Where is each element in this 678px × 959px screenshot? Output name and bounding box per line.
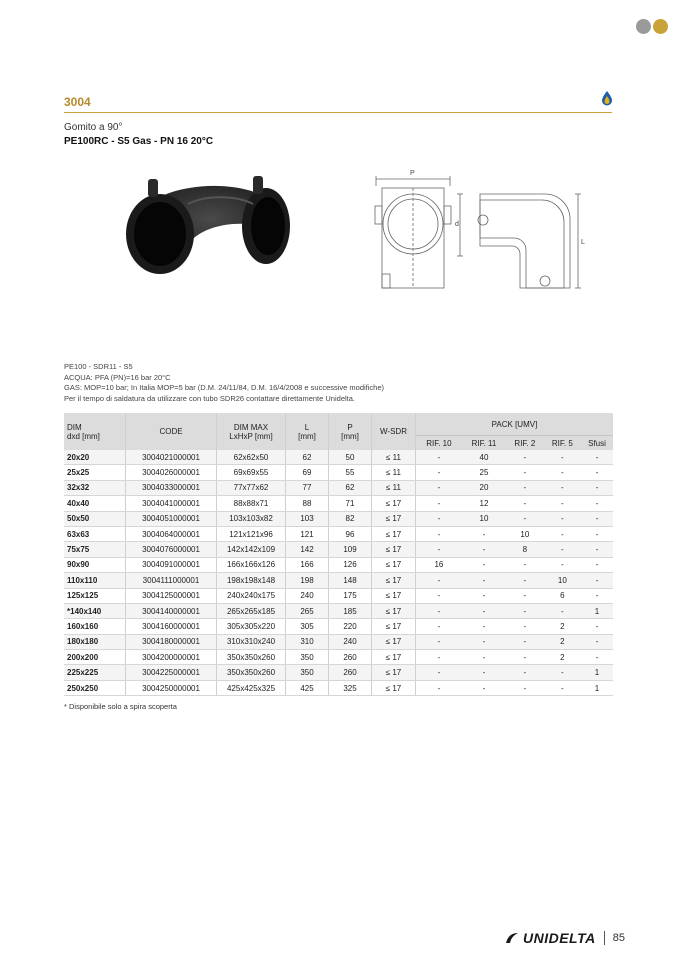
- table-cell: ≤ 17: [372, 557, 416, 572]
- table-cell: ≤ 17: [372, 619, 416, 634]
- table-row: [64, 650, 613, 665]
- table-row: [64, 480, 613, 495]
- table-cell: 425: [286, 680, 329, 695]
- table-row: [64, 511, 613, 526]
- table-cell: 71: [329, 496, 372, 511]
- table-row: [64, 680, 613, 695]
- table-cell: 62: [329, 480, 372, 495]
- table-cell: 90x90: [64, 557, 126, 572]
- table-cell: -: [581, 634, 613, 649]
- table-cell: -: [416, 665, 462, 680]
- table-cell: 225x225: [64, 665, 126, 680]
- table-cell: -: [544, 450, 581, 465]
- table-cell: 88: [286, 496, 329, 511]
- table-cell: 3004160000001: [126, 619, 217, 634]
- table-cell: -: [416, 496, 462, 511]
- table-cell: ≤ 11: [372, 450, 416, 465]
- table-cell: 142x142x109: [217, 542, 286, 557]
- table-cell: 350x350x260: [217, 665, 286, 680]
- table-cell: 3004021000001: [126, 450, 217, 465]
- table-cell: -: [462, 557, 506, 572]
- table-cell: -: [462, 588, 506, 603]
- table-cell: 20x20: [64, 450, 126, 465]
- table-cell: -: [506, 650, 543, 665]
- product-photo: [118, 174, 298, 284]
- table-cell: -: [416, 480, 462, 495]
- table-cell: -: [506, 573, 543, 588]
- table-cell: -: [544, 480, 581, 495]
- table-cell: ≤ 17: [372, 511, 416, 526]
- table-cell: -: [544, 557, 581, 572]
- table-cell: 265x265x185: [217, 603, 286, 618]
- table-cell: 69x69x55: [217, 465, 286, 480]
- table-cell: -: [581, 450, 613, 465]
- table-cell: -: [462, 573, 506, 588]
- note-line: Per il tempo di saldatura da utilizzare con tubo SDR26 contattare direttamente Unidelta.: [64, 393, 355, 403]
- table-cell: 3004140000001: [126, 603, 217, 618]
- drawing-label-l: L: [581, 239, 585, 246]
- table-cell: 110x110: [64, 573, 126, 588]
- table-cell: ≤ 17: [372, 680, 416, 695]
- table-cell: 425x425x325: [217, 680, 286, 695]
- table-cell: -: [506, 680, 543, 695]
- table-cell: 166x166x126: [217, 557, 286, 572]
- table-cell: 40: [462, 450, 506, 465]
- table-cell: -: [506, 619, 543, 634]
- table-cell: 77: [286, 480, 329, 495]
- table-cell: ≤ 17: [372, 496, 416, 511]
- table-cell: 265: [286, 603, 329, 618]
- table-cell: -: [581, 619, 613, 634]
- table-cell: -: [416, 634, 462, 649]
- table-cell: 62x62x50: [217, 450, 286, 465]
- grey-dot-icon: [636, 19, 651, 34]
- table-cell: 180x180: [64, 634, 126, 649]
- divider: [64, 112, 612, 113]
- header-rif-2: RIF. 2: [506, 436, 543, 451]
- table-cell: -: [506, 511, 543, 526]
- water-gas-drop-icon: [601, 90, 613, 106]
- table-cell: 310: [286, 634, 329, 649]
- table-cell: -: [506, 634, 543, 649]
- table-row: [64, 465, 613, 480]
- table-cell: 160x160: [64, 619, 126, 634]
- note-line: ACQUA: PFA (PN)=16 bar 20°C: [64, 372, 171, 382]
- table-cell: 63x63: [64, 526, 126, 541]
- table-cell: -: [416, 542, 462, 557]
- table-cell: 8: [506, 542, 543, 557]
- table-cell: 240: [329, 634, 372, 649]
- table-cell: ≤ 17: [372, 526, 416, 541]
- table-cell: -: [581, 588, 613, 603]
- header-rif-10: RIF. 10: [416, 436, 462, 451]
- table-cell: -: [581, 526, 613, 541]
- table-cell: 2: [544, 619, 581, 634]
- table-cell: -: [462, 603, 506, 618]
- table-cell: 55: [329, 465, 372, 480]
- header-code: CODE: [126, 413, 217, 450]
- table-cell: -: [462, 526, 506, 541]
- table-cell: 25: [462, 465, 506, 480]
- table-cell: 82: [329, 511, 372, 526]
- table-cell: 3004064000001: [126, 526, 217, 541]
- table-cell: -: [506, 450, 543, 465]
- table-cell: -: [581, 557, 613, 572]
- table-cell: -: [544, 680, 581, 695]
- table-cell: 12: [462, 496, 506, 511]
- table-cell: 121: [286, 526, 329, 541]
- table-cell: -: [581, 542, 613, 557]
- table-cell: -: [416, 511, 462, 526]
- unidelta-logo-icon: [505, 932, 519, 944]
- table-cell: -: [462, 665, 506, 680]
- table-cell: 109: [329, 542, 372, 557]
- table-cell: 3004111000001: [126, 573, 217, 588]
- table-cell: 96: [329, 526, 372, 541]
- table-cell: -: [581, 511, 613, 526]
- table-cell: 6: [544, 588, 581, 603]
- table-cell: 3004076000001: [126, 542, 217, 557]
- table-cell: 3004041000001: [126, 496, 217, 511]
- table-cell: 2: [544, 650, 581, 665]
- table-cell: 325: [329, 680, 372, 695]
- table-cell: -: [544, 511, 581, 526]
- table-cell: 69: [286, 465, 329, 480]
- table-cell: -: [506, 588, 543, 603]
- table-cell: 166: [286, 557, 329, 572]
- table-cell: -: [544, 665, 581, 680]
- table-cell: 3004180000001: [126, 634, 217, 649]
- table-cell: 350x350x260: [217, 650, 286, 665]
- header-l: L [mm]: [286, 413, 329, 450]
- table-cell: ≤ 17: [372, 650, 416, 665]
- table-cell: -: [506, 665, 543, 680]
- header-dim: DIM dxd [mm]: [64, 413, 126, 450]
- technical-drawing: [370, 166, 600, 296]
- table-cell: 2: [544, 634, 581, 649]
- table-cell: 3004250000001: [126, 680, 217, 695]
- page-separator: [604, 931, 605, 945]
- header-rif-11: RIF. 11: [462, 436, 506, 451]
- table-cell: 200x200: [64, 650, 126, 665]
- table-cell: 126: [329, 557, 372, 572]
- table-cell: 240x240x175: [217, 588, 286, 603]
- table-cell: ≤ 17: [372, 603, 416, 618]
- table-cell: 3004091000001: [126, 557, 217, 572]
- table-cell: -: [416, 680, 462, 695]
- drawing-label-d: d: [455, 221, 459, 228]
- table-cell: 103x103x82: [217, 511, 286, 526]
- table-cell: -: [416, 465, 462, 480]
- table-cell: 185: [329, 603, 372, 618]
- product-table: [64, 413, 613, 696]
- table-cell: 3004033000001: [126, 480, 217, 495]
- table-row: [64, 588, 613, 603]
- table-cell: 20: [462, 480, 506, 495]
- table-cell: 75x75: [64, 542, 126, 557]
- header-dim-max: DIM MAX LxHxP [mm]: [217, 413, 286, 450]
- table-cell: 305: [286, 619, 329, 634]
- corner-dots: [636, 19, 668, 34]
- table-cell: -: [581, 465, 613, 480]
- table-row: [64, 619, 613, 634]
- footnote: * Disponibile solo a spira scoperta: [64, 702, 177, 711]
- table-cell: -: [581, 650, 613, 665]
- table-row: [64, 557, 613, 572]
- table-row: [64, 603, 613, 618]
- table-row: [64, 450, 613, 465]
- table-cell: 1: [581, 665, 613, 680]
- table-cell: ≤ 17: [372, 588, 416, 603]
- table-cell: ≤ 11: [372, 480, 416, 495]
- header-p: P [mm]: [329, 413, 372, 450]
- table-cell: ≤ 11: [372, 465, 416, 480]
- table-cell: -: [416, 450, 462, 465]
- table-row: [64, 496, 613, 511]
- table-cell: -: [581, 573, 613, 588]
- table-cell: 260: [329, 665, 372, 680]
- header-pack: PACK [UMV]: [416, 413, 614, 436]
- table-cell: 77x77x62: [217, 480, 286, 495]
- table-cell: 3004026000001: [126, 465, 217, 480]
- table-cell: 88x88x71: [217, 496, 286, 511]
- table-cell: -: [581, 480, 613, 495]
- drawing-label-p: P: [410, 170, 415, 177]
- table-cell: 16: [416, 557, 462, 572]
- table-cell: ≤ 17: [372, 542, 416, 557]
- table-cell: -: [416, 603, 462, 618]
- note-line: GAS: MOP=10 bar; In Italia MOP=5 bar (D.M. 24/11/84, D.M. 16/4/2008 e successive modifiche): [64, 383, 385, 392]
- gold-dot-icon: [653, 19, 668, 34]
- product-spec: PE100RC - S5 Gas - PN 16 20°C: [64, 136, 214, 147]
- header-rif-5: RIF. 5: [544, 436, 581, 451]
- table-cell: -: [416, 650, 462, 665]
- table-cell: -: [506, 496, 543, 511]
- table-cell: -: [544, 603, 581, 618]
- table-cell: 175: [329, 588, 372, 603]
- footer: [505, 930, 625, 946]
- table-cell: 10: [544, 573, 581, 588]
- table-cell: 3004051000001: [126, 511, 217, 526]
- table-cell: ≤ 17: [372, 573, 416, 588]
- table-cell: 305x305x220: [217, 619, 286, 634]
- header-wsdr: W-SDR: [372, 413, 416, 450]
- table-cell: -: [462, 634, 506, 649]
- table-cell: 3004225000001: [126, 665, 217, 680]
- table-row: [64, 665, 613, 680]
- table-cell: 10: [506, 526, 543, 541]
- table-cell: 121x121x96: [217, 526, 286, 541]
- table-cell: -: [506, 557, 543, 572]
- table-cell: 3004200000001: [126, 650, 217, 665]
- table-cell: ≤ 17: [372, 665, 416, 680]
- product-name: Gomito a 90°: [64, 122, 123, 133]
- table-cell: 50: [329, 450, 372, 465]
- table-cell: -: [506, 465, 543, 480]
- table-cell: -: [544, 526, 581, 541]
- table-cell: -: [462, 542, 506, 557]
- table-cell: -: [581, 496, 613, 511]
- table-row: [64, 526, 613, 541]
- note-line: PE100 - SDR11 - S5: [64, 362, 133, 371]
- table-cell: 10: [462, 511, 506, 526]
- table-cell: 103: [286, 511, 329, 526]
- table-cell: 260: [329, 650, 372, 665]
- table-cell: 62: [286, 450, 329, 465]
- table-cell: 148: [329, 573, 372, 588]
- table-cell: -: [506, 480, 543, 495]
- table-cell: ≤ 17: [372, 634, 416, 649]
- brand-name: UNIDELTA: [523, 930, 596, 946]
- page-number: 85: [612, 932, 625, 944]
- table-cell: -: [416, 588, 462, 603]
- product-code: 3004: [64, 95, 91, 109]
- header-sfusi: Sfusi: [581, 436, 613, 451]
- table-cell: 198: [286, 573, 329, 588]
- table-cell: -: [462, 680, 506, 695]
- table-cell: 32x32: [64, 480, 126, 495]
- table-cell: -: [416, 526, 462, 541]
- table-cell: 250x250: [64, 680, 126, 695]
- table-cell: 220: [329, 619, 372, 634]
- table-cell: -: [506, 603, 543, 618]
- table-cell: 125x125: [64, 588, 126, 603]
- table-cell: 142: [286, 542, 329, 557]
- table-cell: -: [544, 496, 581, 511]
- table-cell: *140x140: [64, 603, 126, 618]
- table-cell: -: [416, 573, 462, 588]
- table-cell: 25x25: [64, 465, 126, 480]
- table-cell: 1: [581, 680, 613, 695]
- table-row: [64, 542, 613, 557]
- table-row: [64, 573, 613, 588]
- table-cell: -: [462, 619, 506, 634]
- table-cell: 240: [286, 588, 329, 603]
- table-row: [64, 634, 613, 649]
- table-cell: -: [544, 542, 581, 557]
- table-cell: -: [544, 465, 581, 480]
- table-cell: -: [416, 619, 462, 634]
- table-cell: 350: [286, 665, 329, 680]
- table-cell: 310x310x240: [217, 634, 286, 649]
- table-cell: 50x50: [64, 511, 126, 526]
- table-cell: 1: [581, 603, 613, 618]
- table-cell: 350: [286, 650, 329, 665]
- table-cell: -: [462, 650, 506, 665]
- table-cell: 3004125000001: [126, 588, 217, 603]
- table-cell: 40x40: [64, 496, 126, 511]
- technical-notes: [64, 362, 384, 404]
- table-cell: 198x198x148: [217, 573, 286, 588]
